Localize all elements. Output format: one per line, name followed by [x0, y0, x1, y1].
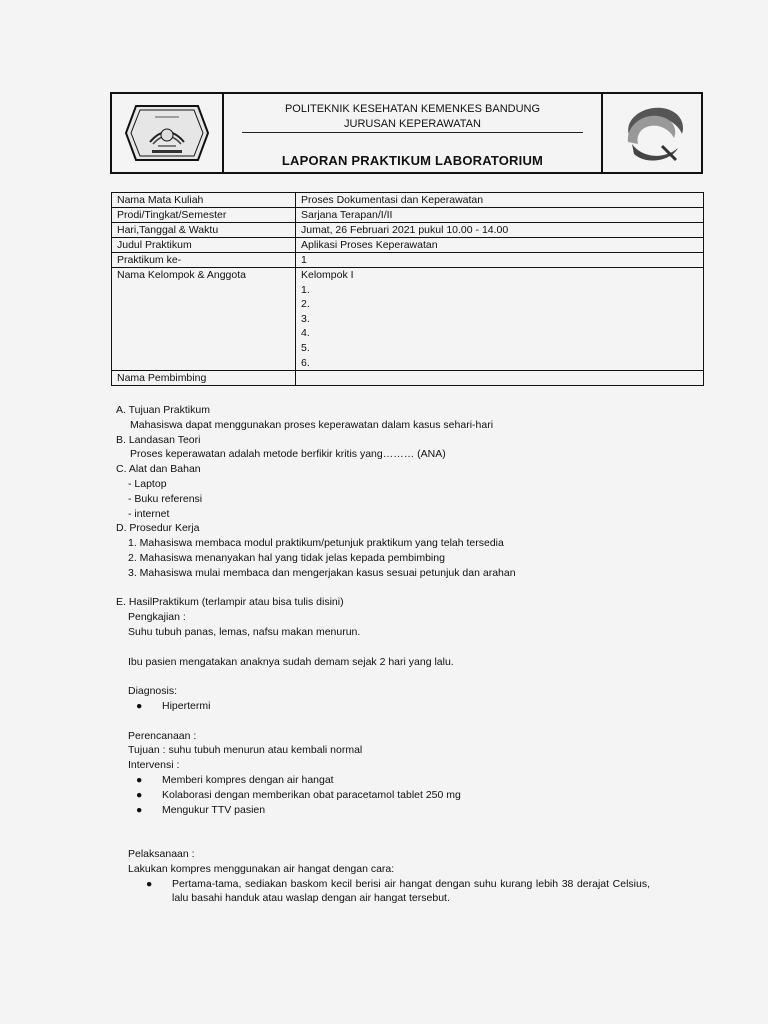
row-label: Praktikum ke- [112, 253, 296, 268]
section-a-text: Mahasiswa dapat menggunakan proses keperawatan dalam kasus sehari-hari [130, 418, 494, 431]
bullet-icon: ● [146, 877, 153, 890]
table-row [112, 223, 704, 238]
table-row [112, 193, 704, 208]
list-item [116, 788, 656, 803]
pengkajian-text: Suhu tubuh panas, lemas, nafsu makan menurun. [128, 625, 361, 638]
table-row-group [112, 268, 704, 371]
intervensi-label: Intervensi : [128, 759, 180, 772]
group-members [296, 268, 704, 371]
bullet-icon: ● [136, 803, 143, 816]
institution-name: POLITEKNIK KESEHATAN KEMENKES BANDUNG [284, 103, 541, 115]
row-value: 1 [296, 253, 704, 268]
list-item: - internet [128, 507, 170, 520]
header-divider [242, 132, 583, 133]
header-text-block [224, 94, 601, 172]
section-c-title: C. Alat dan Bahan [116, 463, 201, 476]
list-item: 1. Mahasiswa membaca modul praktikum/petunjuk praktikum yang telah tersedia [128, 537, 504, 550]
report-header [110, 92, 703, 174]
intervensi-item: Kolaborasi dengan memberikan obat paracetamol tablet 250 mg [162, 788, 461, 801]
section-e-title: E. HasilPraktikum (terlampir atau bisa tulis disini) [116, 596, 344, 609]
member-slot: 2. [301, 298, 310, 311]
pelaksanaan-label: Pelaksanaan : [128, 847, 195, 860]
kemenkes-swirl-logo [601, 94, 701, 172]
bullet-icon: ● [136, 788, 143, 801]
section-b-title: B. Landasan Teori [116, 433, 201, 446]
member-slot: 4. [301, 327, 310, 340]
report-title: LAPORAN PRAKTIKUM LABORATORIUM [281, 153, 544, 168]
group-name: Kelompok I [301, 269, 354, 281]
list-item [116, 803, 656, 818]
pelaksanaan-item: Pertama-tama, sediakan baskom kecil berisi air hangat dengan suhu kurang lebih 38 derajat Celsius, lalu basahi handuk atau waslap dengan air hangat tersebut. [172, 877, 650, 905]
section-d-title: D. Prosedur Kerja [116, 522, 200, 535]
diagnosis-label: Diagnosis: [128, 685, 178, 698]
member-slot: 3. [301, 312, 310, 325]
list-item: - Laptop [128, 477, 167, 490]
bullet-icon: ● [136, 773, 143, 786]
table-row [112, 208, 704, 223]
list-item: - Buku referensi [128, 492, 203, 505]
pengkajian-label: Pengkajian : [128, 611, 186, 624]
row-value: Proses Dokumentasi dan Keperawatan [296, 193, 704, 208]
bullet-icon: ● [136, 699, 143, 712]
list-item [116, 699, 656, 714]
row-value: Sarjana Terapan/I/II [296, 208, 704, 223]
pengkajian-text: Ibu pasien mengatakan anaknya sudah demam sejak 2 hari yang lalu. [128, 655, 454, 668]
table-row [112, 238, 704, 253]
section-a-title: A. Tujuan Praktikum [116, 404, 210, 416]
row-label: Hari,Tanggal & Waktu [112, 223, 296, 238]
report-body [116, 403, 656, 906]
list-item [116, 773, 656, 788]
group-label: Nama Kelompok & Anggota [112, 268, 296, 371]
member-slot: 5. [301, 341, 310, 354]
row-value: Jumat, 26 Februari 2021 pukul 10.00 - 14.00 [296, 223, 704, 238]
pelaksanaan-intro: Lakukan kompres menggunakan air hangat dengan cara: [128, 862, 395, 875]
intervensi-item: Mengukur TTV pasien [162, 803, 266, 816]
row-label: Nama Mata Kuliah [112, 193, 296, 208]
diagnosis-item: Hipertermi [162, 699, 211, 712]
list-item: 2. Mahasiswa menanyakan hal yang tidak jelas kepada pembimbing [128, 551, 445, 564]
row-value: Aplikasi Proses Keperawatan [296, 238, 704, 253]
poltekkes-bandung-logo [112, 94, 224, 172]
section-b-text: Proses keperawatan adalah metode berfikir kritis yang……… (ANA) [130, 448, 446, 461]
table-row [112, 253, 704, 268]
info-table [111, 192, 704, 386]
department-name: JURUSAN KEPERAWATAN [344, 118, 481, 130]
intervensi-item: Memberi kompres dengan air hangat [162, 773, 334, 786]
list-item: 3. Mahasiswa mulai membaca dan mengerjakan kasus sesuai petunjuk dan arahan [128, 566, 516, 579]
row-label: Judul Praktikum [112, 238, 296, 253]
table-row [112, 371, 704, 386]
supervisor-label: Nama Pembimbing [112, 371, 296, 386]
member-slot: 1. [301, 283, 310, 296]
row-label: Prodi/Tingkat/Semester [112, 208, 296, 223]
supervisor-value [296, 371, 704, 386]
member-slot: 6. [301, 356, 310, 369]
list-item [116, 877, 656, 907]
tujuan-text: Tujuan : suhu tubuh menurun atau kembali normal [128, 744, 363, 757]
perencanaan-label: Perencanaan : [128, 729, 197, 742]
